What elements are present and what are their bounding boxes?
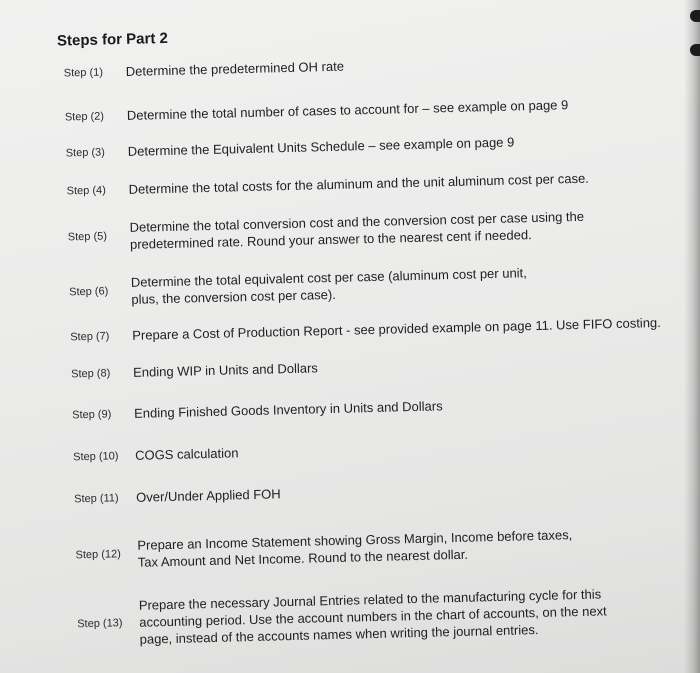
step-text: Determine the Equivalent Units Schedule – see example on page 9	[127, 134, 515, 159]
step-text: Prepare the necessary Journal Entries related to the manufacturing cycle for this accounting period. Use the account numbers in the chart of accounts, on the next page, instead of the accounts names when writing the journal entries.	[138, 586, 607, 647]
step-label: Step (10)	[73, 449, 119, 463]
step-8	[71, 350, 700, 383]
page-edge-shadow	[684, 0, 700, 673]
step-text: Determine the predetermined OH rate	[125, 58, 345, 79]
step-11	[74, 475, 700, 508]
step-label: Step (9)	[72, 407, 112, 421]
step-text: Determine the total equivalent cost per case (aluminum cost per unit, plus, the conversion cost per case).	[130, 265, 527, 307]
step-4	[66, 167, 700, 200]
step-3	[66, 129, 700, 162]
step-label: Step (1)	[63, 66, 104, 79]
step-text: COGS calculation	[134, 445, 239, 463]
step-label: Step (13)	[77, 616, 123, 630]
step-label: Step (7)	[70, 329, 110, 343]
step-text: Ending Finished Goods Inventory in Units and Dollars	[133, 398, 443, 421]
step-1	[64, 49, 700, 82]
step-text: Determine the total number of cases to account for – see example on page 9	[126, 97, 569, 123]
step-label: Step (6)	[69, 285, 109, 299]
step-label: Step (11)	[74, 491, 119, 505]
step-9	[72, 391, 700, 424]
page-title: Steps for Part 2	[56, 29, 169, 50]
step-12	[75, 523, 700, 573]
step-label: Step (8)	[71, 366, 111, 380]
step-13	[77, 583, 700, 650]
binder-hole-mark	[690, 10, 700, 22]
step-7	[70, 313, 700, 346]
step-label: Step (5)	[67, 230, 108, 244]
step-text: Ending WIP in Units and Dollars	[132, 360, 319, 380]
step-10	[73, 433, 700, 466]
step-label: Step (2)	[64, 109, 105, 123]
step-6	[69, 260, 700, 310]
step-text: Determine the total conversion cost and the conversion cost per case using the predetermined rate. Round your answer to the nearest cent if needed.	[129, 208, 585, 252]
step-label: Step (3)	[65, 145, 106, 159]
step-text: Over/Under Applied FOH	[136, 486, 281, 505]
step-2	[65, 93, 700, 126]
step-5	[67, 205, 700, 255]
step-text: Prepare a Cost of Production Report - see provided example on page 11. Use FIFO costing.	[132, 314, 661, 343]
step-text: Determine the total costs for the aluminum and the unit aluminum cost per case.	[128, 170, 589, 197]
step-text: Prepare an Income Statement showing Gross Margin, Income before taxes, Tax Amount and Net Income. Round to the nearest dollar.	[137, 527, 573, 570]
binder-hole-mark	[690, 44, 700, 56]
step-label: Step (12)	[75, 548, 121, 562]
step-label: Step (4)	[66, 183, 106, 197]
